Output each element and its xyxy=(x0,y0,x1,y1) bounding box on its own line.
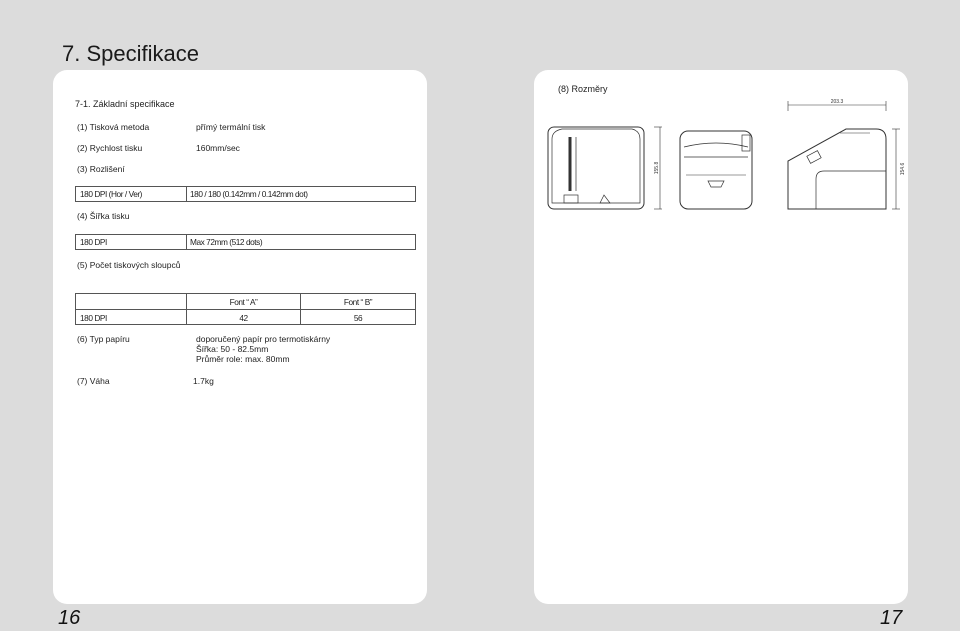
printer-side-view xyxy=(788,129,886,209)
dimensions-label: (8) Rozměry xyxy=(558,84,608,94)
print-method-label: (1) Tisková metoda xyxy=(77,122,150,132)
columns-font-b-value: 56 xyxy=(353,313,363,323)
dimension-front-height-value: 155.8 xyxy=(654,161,660,175)
printer-top-view xyxy=(548,127,644,209)
resolution-table xyxy=(75,186,416,202)
paper-line: Šířka: 50 - 82.5mm xyxy=(196,344,269,354)
resolution-row-label: 180 DPI (Hor / Ver) xyxy=(80,189,142,199)
dimension-width-value: 203.3 xyxy=(830,99,844,105)
print-width-row-value: Max 72mm (512 dots) xyxy=(190,237,263,247)
column-header-font-a: Font “ A” xyxy=(229,297,258,307)
print-method-value: přímý termální tisk xyxy=(196,122,266,132)
page-number-left: 16 xyxy=(58,607,81,629)
dimension-side-height-value: 154.6 xyxy=(900,162,906,176)
resolution-row-value: 180 / 180 (0.142mm / 0.142mm dot) xyxy=(190,189,308,199)
weight-value: 1.7kg xyxy=(193,376,214,386)
columns-row-label: 180 DPI xyxy=(80,313,107,323)
column-header-font-b: Font “ B” xyxy=(343,297,373,307)
print-width-row-label: 180 DPI xyxy=(80,237,107,247)
page-number-right: 17 xyxy=(880,607,903,629)
printer-front-view xyxy=(680,131,752,209)
table-row-divider xyxy=(76,309,415,310)
table-divider xyxy=(186,187,187,201)
print-width-label: (4) Šířka tisku xyxy=(77,211,130,221)
columns-label: (5) Počet tiskových sloupců xyxy=(77,260,181,270)
paper-line: Průměr role: max. 80mm xyxy=(196,354,290,364)
section-heading: 7-1. Základní specifikace xyxy=(75,99,175,109)
page-title: 7. Specifikace xyxy=(62,41,199,66)
paper-line: doporučený papír pro termotiskárny xyxy=(196,334,331,344)
table-divider xyxy=(186,235,187,249)
resolution-label: (3) Rozlišení xyxy=(77,164,125,174)
print-speed-label: (2) Rychlost tisku xyxy=(77,143,143,153)
printer-dimension-drawing xyxy=(540,95,908,220)
weight-label: (7) Váha xyxy=(77,376,110,386)
paper-label: (6) Typ papíru xyxy=(77,334,130,344)
print-width-table xyxy=(75,234,416,250)
print-speed-value: 160mm/sec xyxy=(196,143,240,153)
columns-font-a-value: 42 xyxy=(239,313,248,323)
columns-table xyxy=(75,293,416,325)
